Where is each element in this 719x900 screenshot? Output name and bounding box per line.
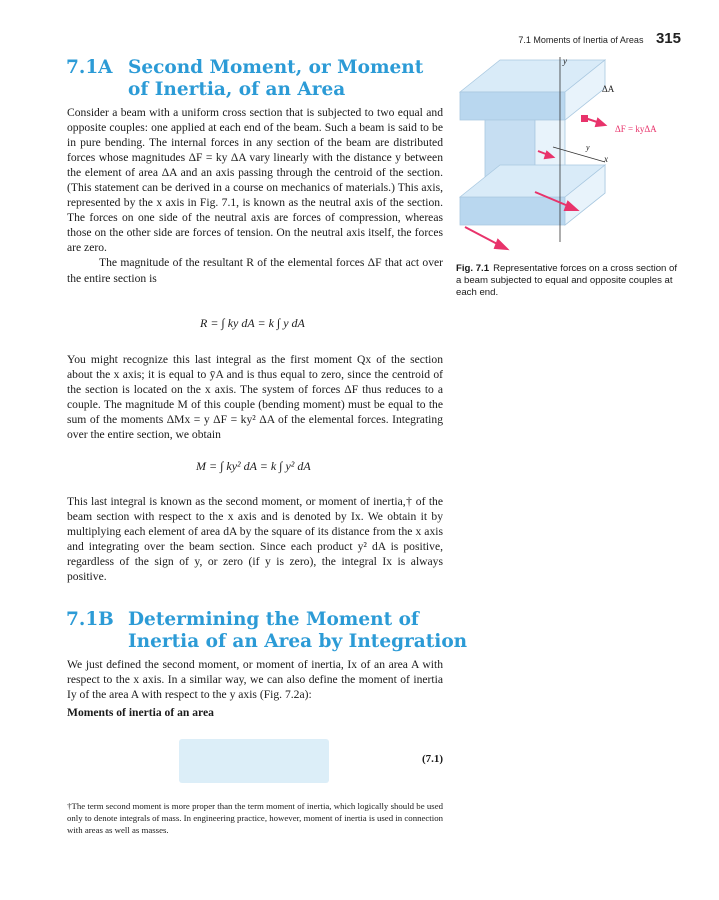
section-title-line1: Determining the Moment of: [128, 609, 419, 630]
page-number: 315: [655, 30, 681, 47]
section-heading-7-1a: [66, 57, 423, 101]
label-y-small: y: [586, 143, 590, 152]
top-flange-front-face: [460, 92, 565, 120]
equation-number: (7.1): [422, 753, 444, 765]
caption-label: Fig. 7.1: [456, 263, 490, 274]
body-text-block-2: [67, 352, 443, 442]
equation-R: R = ∫ ky dA = k ∫ y dA: [200, 316, 305, 330]
caption-text: Representative forces on a cross section of a beam subjected to equal and opposite couples at each end.: [456, 263, 678, 298]
section-title-line2: Inertia of an Area by Integration: [128, 631, 468, 652]
paragraph-2: The magnitude of the resultant R of the elemental forces ΔF that act over the entire section is: [67, 256, 443, 285]
body-text-block-3: [67, 494, 443, 584]
running-header: [518, 30, 681, 47]
label-x: x: [604, 154, 608, 164]
body-text-block-4: [67, 657, 443, 720]
paragraph-1: Consider a beam with a uniform cross section that is subjected to two equal and opposite couples: one applied at each end of the beam. Such a beam is said to be in pure bending. The internal forces in any section of the beam are distributed forces whose magnitudes ΔF = ky ΔA vary linearly with the distance y between the element of area ΔA and an axis passing through the centroid of the section. (This statement can be derived in a course on mechanics of materials.) This axis, represented by the x axis in Fig. 7.1, is known as the neutral axis of the section. The forces on one side of the neutral axis are forces of compression, whereas those on the other side are forces of tension. On the neutral axis itself, the forces are zero.: [67, 106, 443, 255]
section-heading-7-1b: [66, 609, 467, 653]
section-number: 7.1B: [66, 609, 114, 630]
footnote: [67, 800, 443, 836]
equation-M: M = ∫ ky² dA = k ∫ y² dA: [196, 459, 311, 473]
section-title-line2: of Inertia, of an Area: [128, 79, 346, 100]
area-element: [582, 116, 587, 121]
section-number: 7.1A: [66, 57, 113, 78]
section-title-line1: Second Moment, or Moment: [128, 57, 424, 78]
label-dA: ΔA: [602, 84, 615, 94]
running-title: 7.1 Moments of Inertia of Areas: [518, 35, 644, 45]
equation-box: [179, 739, 329, 783]
body-text-block-1: [67, 105, 443, 286]
beam-figure: [455, 52, 685, 260]
figure-caption: [456, 263, 681, 299]
footnote-text: †The term second moment is more proper than the term moment of inertia, which logically should be used only to denote integrals of mass. In engineering practice, however, moment of inertia is used in connection with areas as well as masses.: [67, 801, 443, 835]
paragraph-5: We just defined the second moment, or moment of inertia, Ix of an area A with respect to the x axis. In a similar way, we can also define the moment of inertia Iy of the area A with respect to the y axis (Fig. 7.2a):: [67, 658, 443, 702]
paragraph-3: You might recognize this last integral as the first moment Qx of the section about the x axis; it is equal to ȳA and is thus equal to zero, since the centroid of the section is located on the x axis. The system of forces ΔF thus reduces to a couple. The magnitude M of this couple (bending moment) must be equal to the sum of the moments ΔMx = y ΔF = ky² ΔA of the elemental forces. Integrating over the entire section, we obtain: [67, 353, 443, 442]
label-y: y: [563, 56, 567, 66]
paragraph-4: This last integral is known as the second moment, or moment of inertia,† of the beam section with respect to the x axis and is denoted by Ix. We obtain it by multiplying each element of area dA by the square of its distance from the x axis and integrating over the beam section. Since each product y² dA is positive, regardless of the sign of y, or zero (if y is zero), the integral Ix is always positive.: [67, 495, 443, 584]
label-dF: ΔF = kyΔA: [615, 124, 657, 134]
subheading-moments: Moments of inertia of an area: [67, 706, 214, 720]
